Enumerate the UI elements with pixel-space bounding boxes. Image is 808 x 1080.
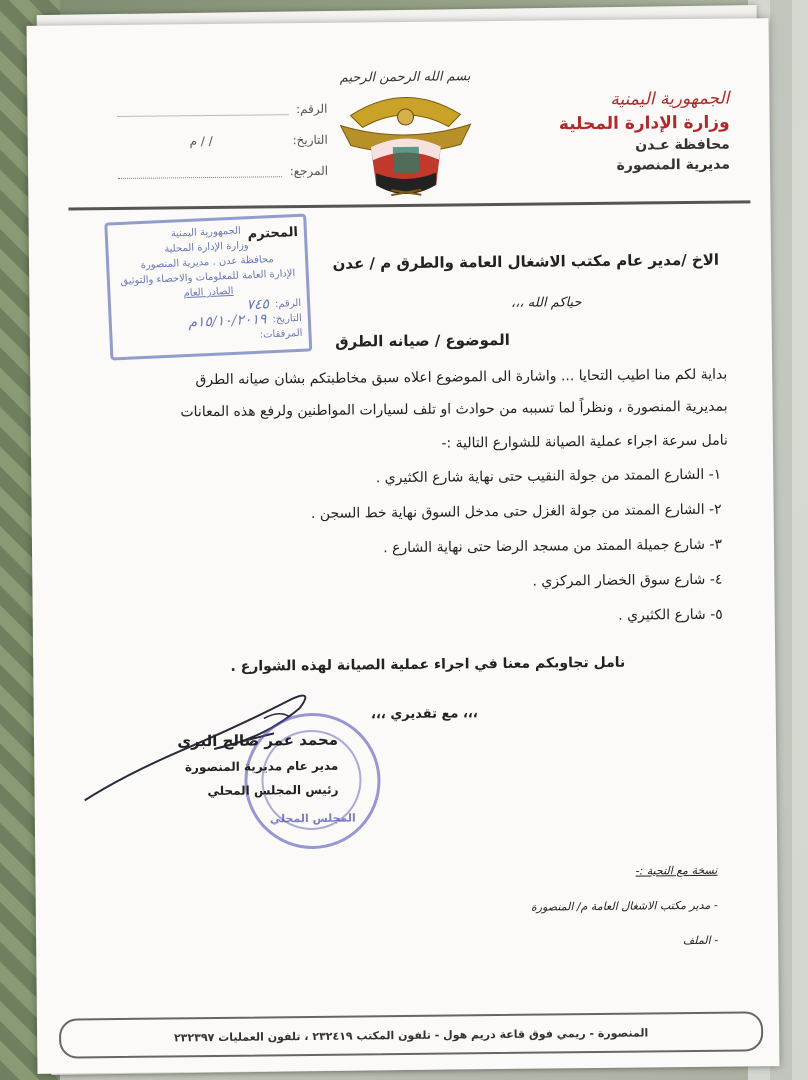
stamp-date: ١٥/١٠/٢٠١٩م [187,311,267,331]
list-item: ٥- شارع الكثيري . [618,606,723,624]
reference-field [118,164,282,179]
stamp-number: ٧٤٥ [246,296,270,314]
body-paragraph-3: نامل سرعة اجراء عملية الصيانة للشوارع التالية :- [441,432,728,452]
list-item: ٢- الشارع الممتد من جولة الغزل حتى مدخل السوق نهاية خط السجن . [310,501,722,522]
cc-line-2: - الملف [682,933,719,948]
stamp-line-4: الإدارة العامة للمعلومات والاحصاء والتوثيق [120,268,296,287]
stamp-line-5: الصادر العام [183,285,234,300]
ref-no-field [117,102,288,117]
republic-name: الجمهورية اليمنية [610,88,730,110]
signatory-title-2: رئيس المجلس المحلي [207,782,339,799]
incoming-registry-stamp [104,214,312,361]
date-slashes: / / م [189,133,213,148]
body-paragraph-2: بمديرية المنصورة ، ونظراً لما تسببه من حوادث او تلف لسيارات المواطنين ولرفع هذه المعانات [180,398,728,421]
signatory-name: محمد عمر صالح البري [177,730,339,751]
ministry-name: وزارة الإدارة المحلية [558,112,730,135]
subject-line: الموضوع / صيانه الطرق [335,330,510,351]
cc-line-1: - مدير مكتب الاشغال العامة م/ المنصورة [530,898,718,914]
list-item: ٣- شارع جميلة الممتد من مسجد الرضا حتى نهاية الشارع . [383,536,723,557]
footer-address-bar [59,1011,763,1058]
greeting: حياكم الله ،،، [510,295,582,311]
stamp-line-1: الجمهورية اليمنية [170,225,242,240]
copy-to-block [531,864,719,949]
list-item: ١- الشارع الممتد من جولة النقيب حتى نهاية شارع الكثيري . [375,466,722,487]
reference-label: المرجع: [289,163,329,178]
stamp-number-label: الرقم: [274,297,302,311]
letter-page [27,18,780,1074]
closing-request: نامل تجاوبكم معنا في اجراء عملية الصيانة لهذه الشوارع . [230,654,626,675]
ref-block [117,93,328,188]
stamp-attachments-label: المرفقات: [259,327,303,341]
date-label: التاريخ: [292,132,328,147]
stamp-line-2: وزارة الإدارة المحلية [164,240,249,255]
regards: ،،، مع تقديري ،،، [370,706,478,723]
streets-list [311,467,723,646]
round-stamp-text: المجلس المحلي [269,811,356,826]
body-paragraph-1: بداية لكم منا اطيب التحايا ... واشارة الى الموضوع اعلاه سبق مخاطبتكم بشان صيانه الطرق [195,366,728,389]
signature-block [177,731,338,799]
yemen-eagle-emblem [330,69,481,211]
letterhead-right [529,89,730,175]
cc-heading: نسخة مع التحية :- [635,863,718,878]
basmala: بسم الله الرحمن الرحيم [339,69,471,86]
governorate-name: محافظة عـدن [635,136,730,154]
stamp-date-label: التاريخ: [272,312,303,326]
respected-label: المحترم [247,224,299,243]
eagle-icon [330,84,481,204]
signatory-title-1: مدير عام مديرية المنصورة [184,758,339,775]
addressee: الاخ /مدير عام مكتب الاشغال العامة والطرق م / عدن [332,250,720,273]
footer-text: المنصورة - ريمي فوق قاعة دريم هول - تلفون المكتب ٢٣٢٤١٩ ، تلفون العمليات ٢٣٢٣٩٧ [173,1025,649,1044]
stamp-line-3: محافظة عدن . مديرية المنصورة [140,254,274,272]
directorate-name: مديرية المنصورة [616,156,731,174]
ref-no-label: الرقم: [295,101,328,116]
list-item: ٤- شارع سوق الخضار المركزي . [532,571,723,590]
